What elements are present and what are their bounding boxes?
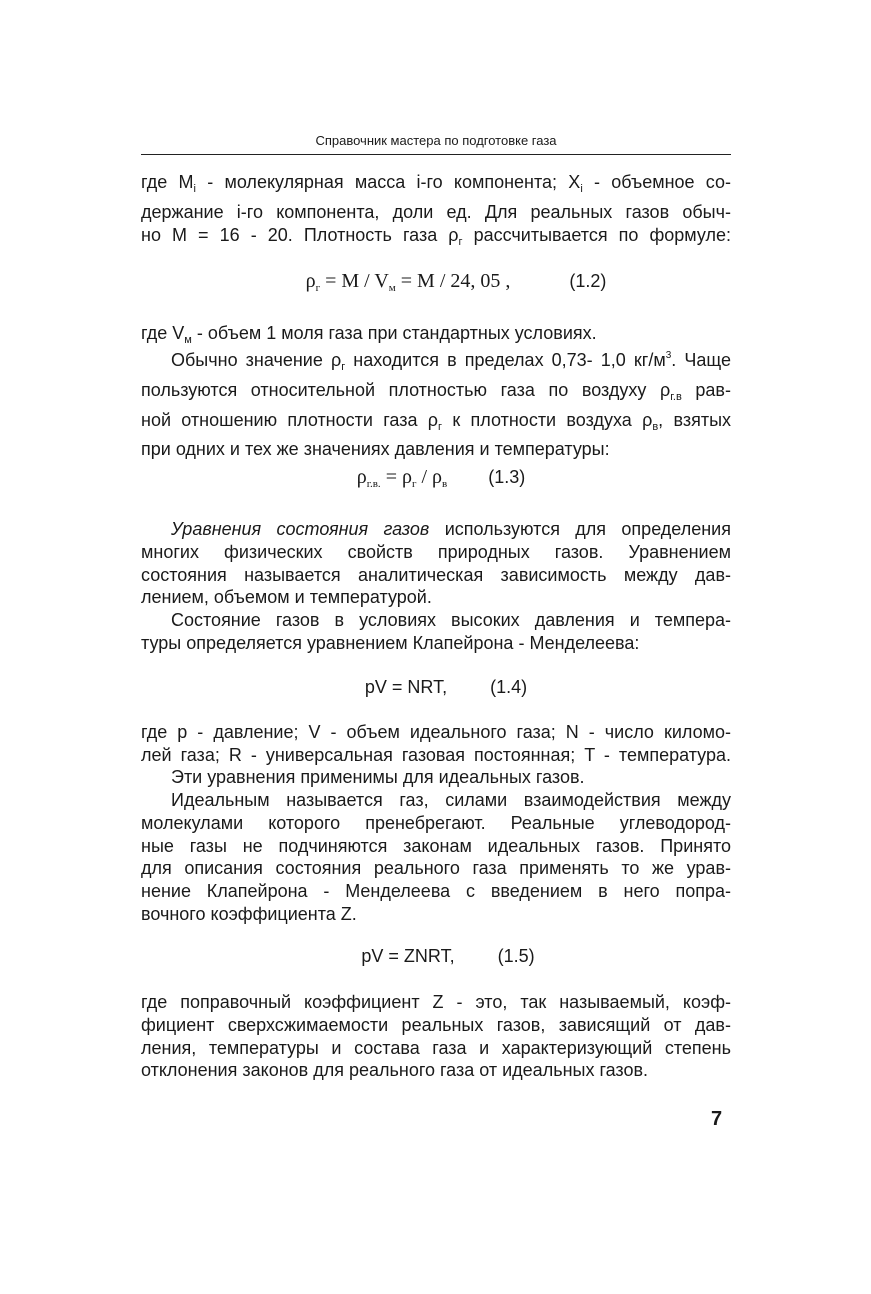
equation-1-4: pV = NRT, (1.4): [364, 677, 528, 697]
text-line: туры определяется уравнением Клапейрона - Менделеева:: [141, 632, 640, 653]
paragraph-1: [141, 171, 731, 253]
paragraph-9: [141, 991, 731, 1082]
text-line: ления, температуры и состава газа и характеризующий степень: [141, 1037, 731, 1058]
text-line: Уравнения состояния газов используются для определения: [171, 519, 731, 539]
equation-number: (1.5): [497, 946, 535, 966]
text-line: вочного коэффициента Z.: [141, 903, 357, 924]
paragraph-4: [141, 518, 731, 609]
equation-1-3: $\rho_{г.в.} = \rho_г / \rho_в$ (1.3): [356, 466, 526, 490]
text-line: молекулами которого пренебрегают. Реальные углеводород-: [141, 812, 731, 833]
equation-1-2: $\rho_г = M / V_м = M / 24$, 05 , (1.2): [305, 270, 607, 294]
paragraph-3: [141, 345, 731, 461]
text-line: где p - давление; V - объем идеального газа; N - число киломо-: [141, 722, 731, 742]
text-line: состояния называется аналитическая зависимость между дав-: [141, 564, 731, 585]
running-header: Справочник мастера по подготовке газа: [315, 133, 557, 148]
equation-number: (1.2): [569, 271, 607, 291]
page-number: 7: [711, 1108, 723, 1130]
text-line: пользуются относительной плотностью газа по воздуху $\rho_{г.в}$ рав-: [141, 379, 731, 403]
text-line: для описания состояния реального газа применять то же урав-: [141, 858, 731, 879]
text-line: Обычно значение $\rho_г$ находится в пределах 0,73- 1,0 $кг/м^3$. Чаще: [171, 350, 731, 373]
text-line: при одних и тех же значениях давления и температуры:: [141, 439, 610, 460]
text-line: ной отношению плотности газа $\rho_г$ к плотности воздуха $\rho_в$, взятых: [141, 409, 732, 433]
text-line: но М = 16 - 20. Плотность газа $\rho_г$ рассчитывается по формуле:: [141, 224, 731, 248]
text-line: ные газы не подчиняются законам идеальных газов. Принято: [141, 835, 731, 856]
text-line: где $V_м$ - объем 1 моля газа при стандартных условиях.: [141, 323, 597, 346]
text-line: где $M_i$ - молекулярная масса i-го компонента; $X_i$ - объемное со-: [141, 172, 732, 195]
paragraph-7: [141, 766, 731, 789]
text-line: многих физических свойств природных газов. Уравнением: [141, 541, 731, 562]
text-line: нение Клапейрона - Менделеева с введением в него попра-: [141, 881, 731, 902]
text-line: Идеальным называется газ, силами взаимодействия между: [171, 790, 731, 810]
text-line: держание i-го компонента, доли ед. Для реальных газов обыч-: [141, 201, 731, 222]
equation-1-5: pV = ZNRT, (1.5): [361, 946, 535, 966]
text-line: лением, объемом и температурой.: [141, 587, 432, 608]
text-line: Состояние газов в условиях высоких давления и темпера-: [171, 610, 731, 630]
paragraph-8: [141, 789, 731, 926]
text-line: Эти уравнения применимы для идеальных газов.: [171, 767, 585, 787]
text-line: отклонения законов для реального газа от идеальных газов.: [141, 1060, 649, 1081]
equation-number: (1.4): [490, 677, 528, 697]
text-line: фициент сверхсжимаемости реальных газов, зависящий от дав-: [141, 1014, 731, 1035]
text-line: где поправочный коэффициент Z - это, так называемый, коэф-: [141, 992, 731, 1012]
paragraph-6: [141, 721, 731, 767]
text-line: лей газа; R - универсальная газовая постоянная; T - температура.: [141, 744, 731, 765]
equation-number: (1.3): [488, 467, 526, 487]
paragraph-5: [141, 609, 731, 655]
header-rule: [141, 154, 731, 155]
